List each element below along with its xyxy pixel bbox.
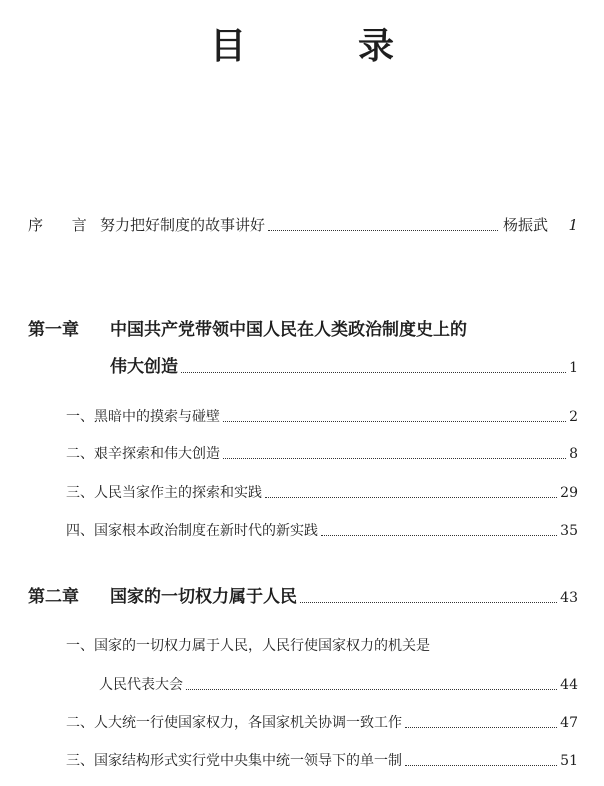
chapter-title-continued: 伟大创造 bbox=[110, 357, 178, 377]
page-title: 目 录 bbox=[209, 26, 432, 67]
preface-author: 杨振武 bbox=[502, 216, 548, 234]
page-number: 35 bbox=[560, 523, 578, 539]
dot-leader bbox=[405, 764, 557, 766]
section-title: 三、人民当家作主的探索和实践 bbox=[66, 485, 262, 501]
preface-title: 努力把好制度的故事讲好 bbox=[100, 216, 266, 234]
dot-leader bbox=[321, 534, 557, 536]
chapter-title: 国家的一切权力属于人民 bbox=[110, 587, 297, 607]
chapter-label: 第二章 bbox=[28, 587, 79, 607]
toc-entry-section-line2[interactable] bbox=[99, 674, 578, 694]
preface-label: 序 言 bbox=[28, 216, 99, 234]
toc-entry-chapter-1-line1[interactable] bbox=[28, 315, 467, 340]
page-number: 44 bbox=[560, 677, 578, 693]
toc-entry-section[interactable] bbox=[66, 406, 578, 426]
dot-leader bbox=[268, 229, 498, 231]
toc-entry-section[interactable] bbox=[66, 443, 578, 463]
page-number: 1 bbox=[569, 360, 578, 376]
page-number: 51 bbox=[560, 753, 578, 769]
dot-leader bbox=[300, 601, 557, 603]
section-title: 四、国家根本政治制度在新时代的新实践 bbox=[66, 523, 318, 539]
toc-entry-section[interactable] bbox=[66, 520, 578, 540]
section-title: 二、人大统一行使国家权力，各国家机关协调一致工作 bbox=[66, 715, 402, 731]
dot-leader bbox=[223, 420, 566, 422]
dot-leader bbox=[265, 496, 557, 498]
page-number: 8 bbox=[569, 446, 578, 462]
toc-entry-chapter-2[interactable] bbox=[28, 582, 578, 607]
page-number: 1 bbox=[568, 216, 578, 234]
dot-leader bbox=[223, 457, 566, 459]
toc-entry-preface[interactable] bbox=[28, 214, 578, 235]
toc-entry-section[interactable] bbox=[66, 482, 578, 502]
dot-leader bbox=[181, 371, 566, 373]
toc-entry-section[interactable] bbox=[66, 712, 578, 732]
page-number: 29 bbox=[560, 485, 578, 501]
section-title-continued: 人民代表大会 bbox=[99, 677, 183, 693]
section-title: 一、黑暗中的摸索与碰壁 bbox=[66, 409, 220, 425]
page-number: 43 bbox=[560, 590, 578, 606]
dot-leader bbox=[186, 688, 557, 690]
toc-entry-chapter-1-line2[interactable] bbox=[110, 352, 578, 377]
section-title: 一、国家的一切权力属于人民，人民行使国家权力的机关是 bbox=[66, 638, 430, 654]
chapter-label: 第一章 bbox=[28, 320, 79, 340]
section-title: 二、艰辛探索和伟大创造 bbox=[66, 446, 220, 462]
toc-entry-section[interactable] bbox=[66, 750, 578, 770]
page-number: 2 bbox=[569, 409, 578, 425]
dot-leader bbox=[405, 726, 557, 728]
section-title: 三、国家结构形式实行党中央集中统一领导下的单一制 bbox=[66, 753, 402, 769]
toc-entry-section-line1[interactable] bbox=[66, 635, 430, 655]
chapter-title: 中国共产党带领中国人民在人类政治制度史上的 bbox=[110, 320, 467, 340]
page-number: 47 bbox=[560, 715, 578, 731]
